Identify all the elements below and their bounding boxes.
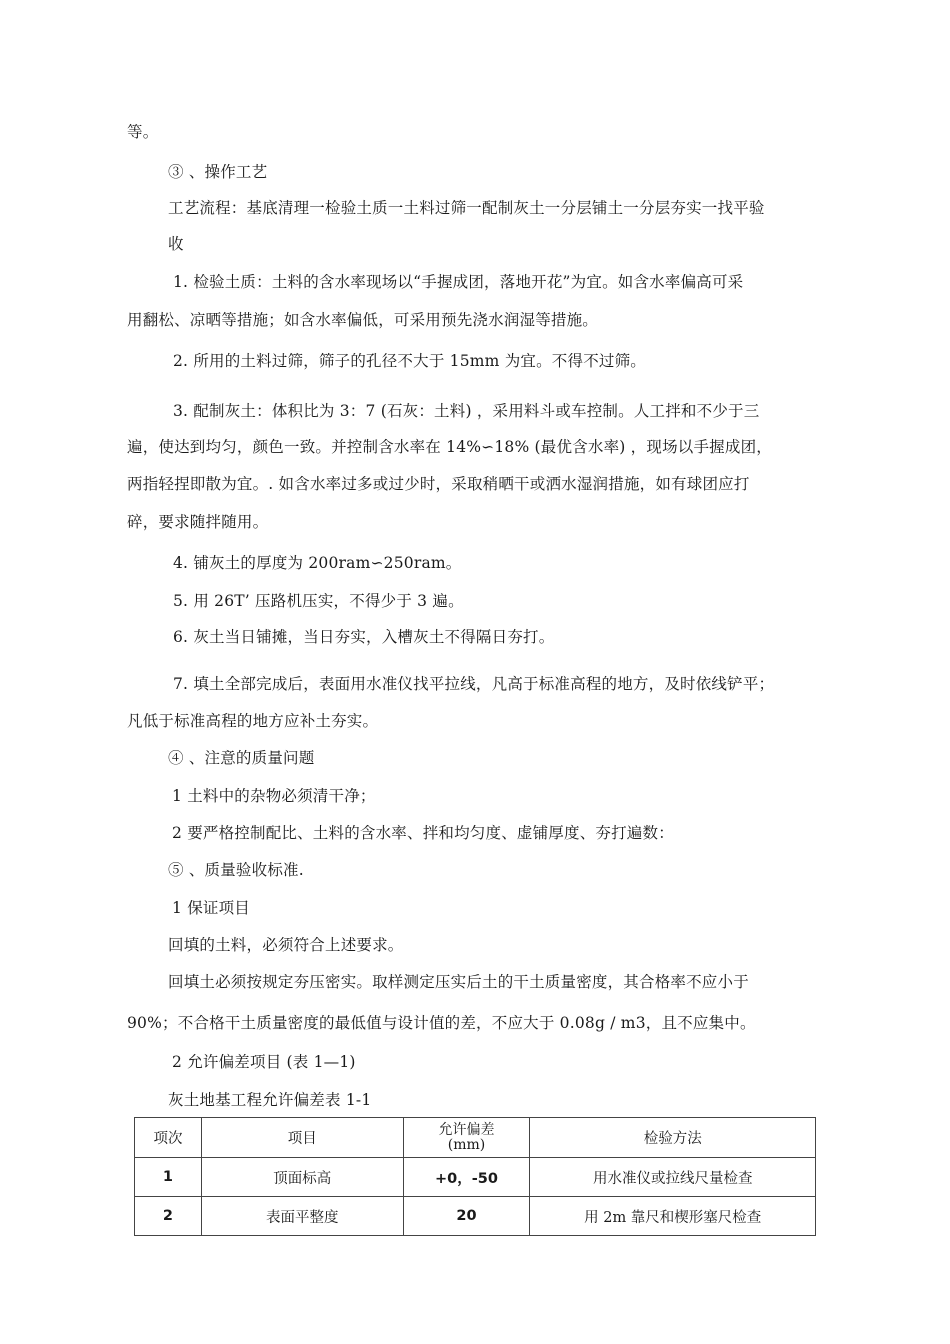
- table-cell: 2: [135, 1197, 202, 1236]
- section-heading: ③ 、操作工艺: [168, 163, 268, 181]
- text-line: 6. 灰土当日铺摊，当日夯实，入槽灰土不得隔日夯打。: [173, 628, 555, 646]
- text-line: 用翻松、凉晒等措施；如含水率偏低，可采用预先浇水润湿等措施。: [127, 311, 599, 329]
- table-cell: 用 2m 靠尺和楔形塞尺检查: [530, 1197, 816, 1236]
- text-line: 1. 检验土质：土料的含水率现场以“手握成团，落地开花”为宜。如含水率偏高可采: [173, 273, 744, 291]
- text-line: 7. 填土全部完成后，表面用水准仪找平拉线，凡高于标准高程的地方，及时依线铲平；: [173, 675, 775, 693]
- table-cell: 20: [403, 1197, 530, 1236]
- text-line: 2 允许偏差项目 (表 1—1): [172, 1053, 356, 1071]
- text-line: 2 要严格控制配比、土料的含水率、拌和均匀度、虚铺厚度、夯打遍数：: [172, 824, 674, 842]
- header-cell: 项目: [201, 1118, 403, 1158]
- text-line: 碎，要求随拌随用。: [127, 513, 269, 531]
- table-row: [135, 1158, 816, 1197]
- text-line: 1 保证项目: [172, 899, 250, 917]
- table-cell: 1: [135, 1158, 202, 1197]
- header-cell: 项次: [135, 1118, 202, 1158]
- text-line: 遍，使达到均匀，颜色一致。并控制含水率在 14%∽18% (最优含水率) ，现场以手握成团，: [127, 438, 772, 456]
- table-row: [135, 1197, 816, 1236]
- table-cell: 表面平整度: [201, 1197, 403, 1236]
- text-line: 等。: [127, 123, 159, 141]
- section-heading: ⑤ 、质量验收标准.: [168, 861, 304, 879]
- text-line: 工艺流程：基底清理一检验土质一土料过筛一配制灰土一分层铺土一分层夯实一找平验: [168, 199, 765, 217]
- text-line: 回填土必须按规定夯压密实。取样测定压实后土的干土质量密度，其合格率不应小于: [168, 973, 749, 991]
- text-line: 4. 铺灰土的厚度为 200ram∽250ram。: [173, 554, 462, 572]
- table-caption: 灰土地基工程允许偏差表 1-1: [168, 1091, 372, 1109]
- text-line: 凡低于标准高程的地方应补土夯实。: [127, 712, 379, 730]
- text-line: 两指轻捏即散为宜。. 如含水率过多或过少时，采取稍晒干或洒水湿润措施，如有球团应打: [127, 475, 750, 493]
- header-cell: [403, 1118, 530, 1158]
- text-line: 90%；不合格干土质量密度的最低值与设计值的差，不应大于 0.08g / m3，且不应集中。: [127, 1014, 756, 1032]
- table-cell: +0，-50: [403, 1158, 530, 1197]
- text-line: 2. 所用的土料过筛，筛子的孔径不大于 15mm 为宜。不得不过筛。: [173, 352, 646, 370]
- text-line: 1 土料中的杂物必须清干净；: [172, 787, 376, 805]
- header-cell-line: (mm): [447, 1136, 486, 1153]
- text-line: 收: [168, 235, 184, 253]
- table-cell: 用水准仪或拉线尺量检查: [530, 1158, 816, 1197]
- table-cell: 顶面标高: [201, 1158, 403, 1197]
- text-line: 5. 用 26T’ 压路机压实，不得少于 3 遍。: [173, 592, 464, 610]
- text-line: 3. 配制灰土：体积比为 3：7 (石灰：土料) ，采用料斗或车控制。人工拌和不少于三: [173, 402, 760, 420]
- tolerance-table: [134, 1117, 816, 1236]
- section-heading: ④ 、注意的质量问题: [168, 749, 315, 767]
- header-cell-line: 允许偏差: [438, 1121, 495, 1138]
- table-header-row: [135, 1118, 816, 1158]
- header-cell: 检验方法: [530, 1118, 816, 1158]
- text-line: 回填的土料，必须符合上述要求。: [168, 936, 404, 954]
